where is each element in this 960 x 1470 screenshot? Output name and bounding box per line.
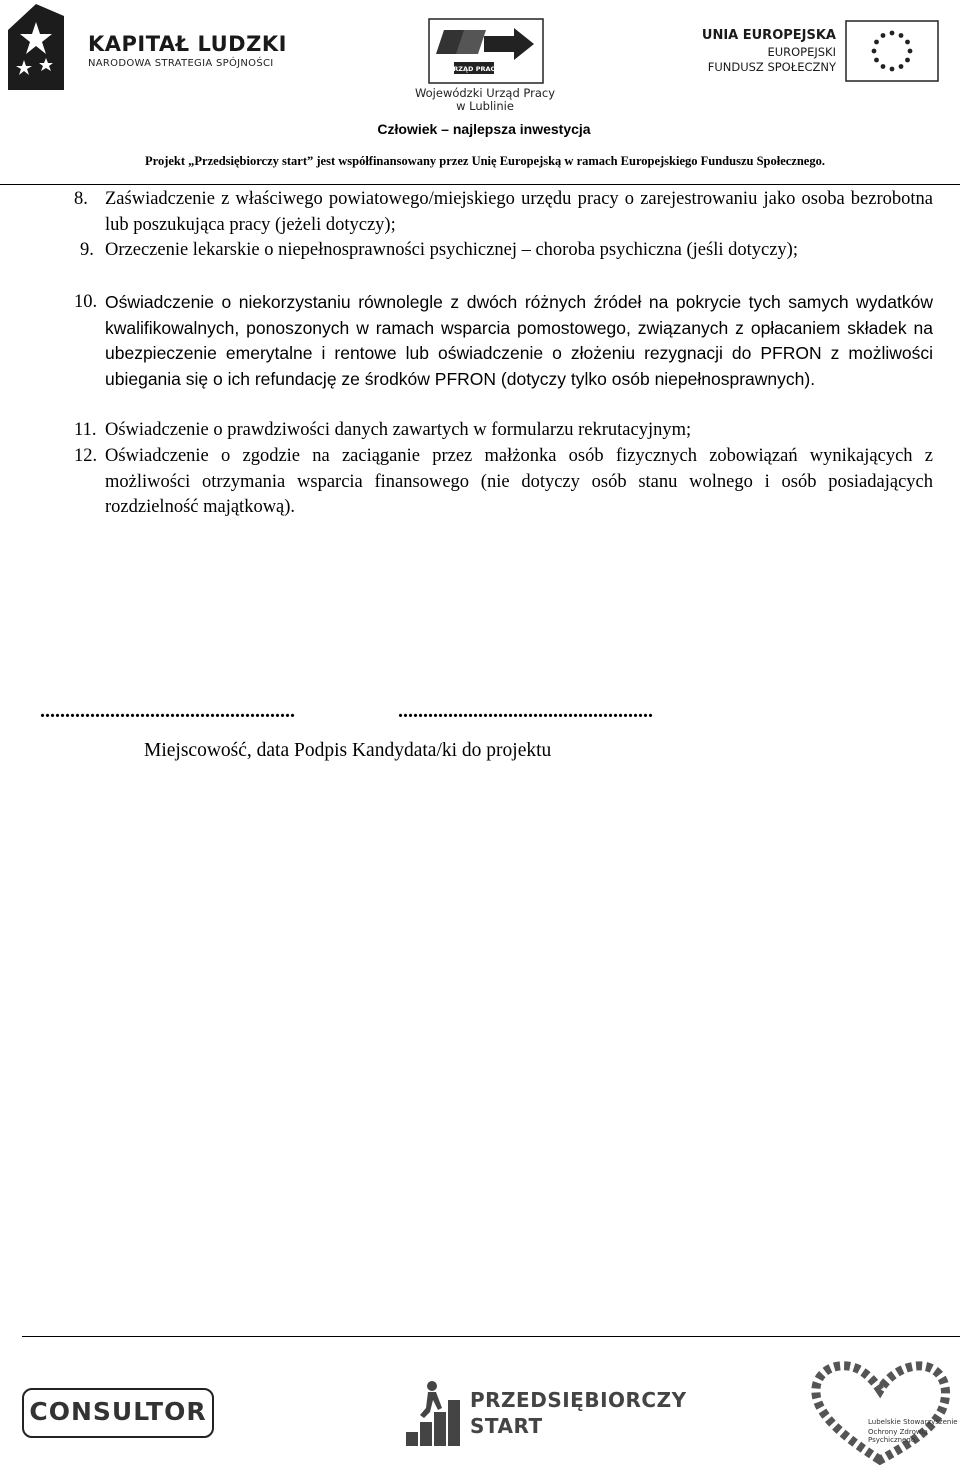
urzad-name-line1: Wojewódzki Urząd Pracy <box>414 86 556 100</box>
przedsiebiorczy-start-line1: PRZEDSIĘBIORCZY <box>470 1388 687 1412</box>
item-text: Oświadczenie o zgodzie na zaciąganie przez małżonka osób fizycznych zobowiązań wynikających z możliwości otrzymania wsparcia finansowego (nie dotyczy osób stanu wolnego i osób posiadających rozdzielność majątkową). <box>105 446 933 517</box>
place-date-line: ................................................... <box>40 700 295 722</box>
heart-logo-line1: Lubelskie Stowarzyszenie <box>868 1418 958 1426</box>
consultor-logo-text: CONSULTOR <box>29 1397 207 1426</box>
urzad-pracy-logo-icon <box>428 18 544 84</box>
heart-logo-icon <box>806 1356 954 1468</box>
item-text: Zaświadczenie z właściwego powiatowego/miejskiego urzędu pracy o zarejestrowaniu jako osoba bezrobotna lub poszukująca pracy (jeżeli dotyczy); <box>105 189 933 235</box>
item-number: 10. <box>74 292 98 312</box>
signature-caption: Miejscowość, data Podpis Kandydata/ki do projektu <box>144 740 552 761</box>
przedsiebiorczy-start-line2: START <box>470 1414 543 1438</box>
header-divider <box>0 184 960 185</box>
urzad-name-line2: w Lublinie <box>456 99 514 113</box>
climbing-figure-icon <box>402 1378 462 1448</box>
heart-logo-line2: Ochrony Zdrowia Psychicznego <box>868 1428 928 1444</box>
footer-divider <box>22 1336 960 1337</box>
item-number: 12. <box>74 446 98 466</box>
kapital-ludzki-title: KAPITAŁ LUDZKI <box>88 32 287 56</box>
project-cofinancing-line: Projekt „Przedsiębiorczy start” jest współfinansowany przez Unię Europejską w ramach Europejskiego Funduszu Społecznego. <box>145 154 825 168</box>
consultor-logo <box>22 1388 214 1438</box>
eu-line1: UNIA EUROPEJSKA <box>701 28 836 43</box>
item-number: 9. <box>80 240 94 260</box>
page-header <box>0 0 960 186</box>
urzad-badge-text: URZĄD PRACY <box>448 65 500 73</box>
item-text: Oświadczenie o niekorzystaniu równolegle z dwóch różnych źródeł na pokrycie tych samych wydatków kwalifikowalnych, ponoszonych w ramach wsparcia pomostowego, związanych z opłacaniem składek na ubezpieczenie emerytalne i rentowe lub oświadczenie o złożeniu rezygnacji do PFRON z możliwości ubiegania się o ich refundację ze środków PFRON (dotyczy tylko osób niepełnosprawnych). <box>105 292 933 389</box>
eu-line2: EUROPEJSKI <box>767 45 836 59</box>
slogan: Człowiek – najlepsza inwestycja <box>377 121 591 137</box>
item-text: Orzeczenie lekarskie o niepełnosprawności psychicznej – choroba psychiczna (jeśli dotyczy); <box>105 240 798 260</box>
kapital-ludzki-subtitle: NARODOWA STRATEGIA SPÓJNOŚCI <box>88 58 274 69</box>
eu-flag-icon <box>845 20 939 82</box>
eu-line3: FUNDUSZ SPOŁECZNY <box>707 60 836 74</box>
signature-line: ................................................... <box>398 700 653 722</box>
item-number: 8. <box>74 189 88 209</box>
item-text: Oświadczenie o prawdziwości danych zawartych w formularzu rekrutacyjnym; <box>105 420 692 440</box>
kapital-ludzki-logo-icon <box>6 2 66 92</box>
item-number: 11. <box>74 420 97 440</box>
